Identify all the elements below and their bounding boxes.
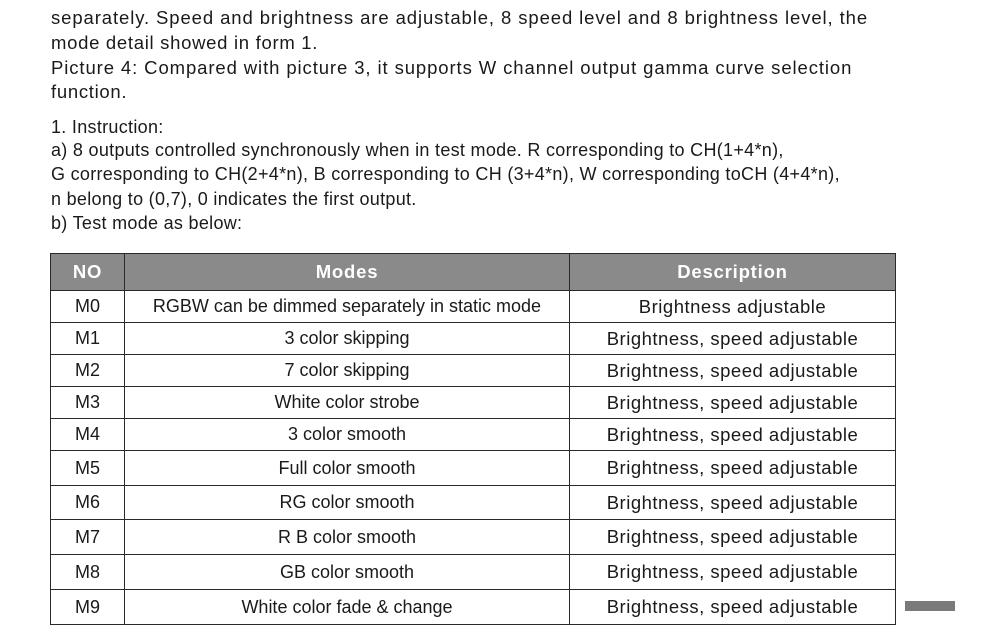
table-row	[51, 355, 896, 387]
table-row	[51, 590, 896, 625]
cell-description: Brightness, speed adjustable	[570, 486, 896, 520]
cell-mode: R B color smooth	[125, 520, 570, 555]
instruction-a-line3: n belong to (0,7), 0 indicates the first output.	[51, 189, 417, 209]
cell-description: Brightness, speed adjustable	[570, 323, 896, 355]
cell-mode: White color strobe	[125, 387, 570, 419]
table-row	[51, 291, 896, 323]
intro-line-top: separately. Speed and brightness are adjustable, 8 speed level and 8 brightness level, the	[51, 7, 869, 28]
cell-description: Brightness, speed adjustable	[570, 555, 896, 590]
table-row	[51, 486, 896, 520]
cell-no: M9	[51, 590, 125, 625]
table-row	[51, 520, 896, 555]
cell-no: M1	[51, 323, 125, 355]
instruction-a-line2: G corresponding to CH(2+4*n), B corresponding to CH (3+4*n), W corresponding toCH (4+4*n),	[51, 164, 840, 184]
cell-mode: 3 color skipping	[125, 323, 570, 355]
header-description: Description	[570, 254, 896, 291]
cell-description: Brightness adjustable	[570, 291, 896, 323]
cell-description: Brightness, speed adjustable	[570, 590, 896, 625]
table-row	[51, 419, 896, 451]
cell-description: Brightness, speed adjustable	[570, 451, 896, 486]
cell-mode: 7 color skipping	[125, 355, 570, 387]
cell-description: Brightness, speed adjustable	[570, 387, 896, 419]
header-modes: Modes	[125, 254, 570, 291]
cell-no: M5	[51, 451, 125, 486]
cell-no: M8	[51, 555, 125, 590]
instruction-heading: 1. Instruction:	[51, 117, 164, 137]
cell-no: M2	[51, 355, 125, 387]
table-row	[51, 323, 896, 355]
cell-no: M4	[51, 419, 125, 451]
picture4-line2: function.	[51, 81, 128, 102]
table-row	[51, 451, 896, 486]
instruction-b-line: b) Test mode as below:	[51, 213, 243, 233]
test-mode-table	[50, 253, 896, 625]
cell-description: Brightness, speed adjustable	[570, 419, 896, 451]
intro-line-mode: mode detail showed in form 1.	[51, 32, 319, 53]
corner-decoration-bar	[905, 601, 955, 611]
cell-mode: White color fade & change	[125, 590, 570, 625]
cell-no: M0	[51, 291, 125, 323]
cell-mode: Full color smooth	[125, 451, 570, 486]
table-row	[51, 555, 896, 590]
header-no: NO	[51, 254, 125, 291]
cell-mode: RG color smooth	[125, 486, 570, 520]
instruction-a-line1: a) 8 outputs controlled synchronously when in test mode. R corresponding to CH(1+4*n),	[51, 140, 784, 160]
cell-description: Brightness, speed adjustable	[570, 520, 896, 555]
cell-no: M3	[51, 387, 125, 419]
cell-no: M7	[51, 520, 125, 555]
cell-mode: GB color smooth	[125, 555, 570, 590]
cell-no: M6	[51, 486, 125, 520]
picture4-line1: Picture 4: Compared with picture 3, it supports W channel output gamma curve selection	[51, 57, 853, 78]
table-row	[51, 387, 896, 419]
table-header-row	[51, 254, 896, 291]
cell-mode: 3 color smooth	[125, 419, 570, 451]
cell-description: Brightness, speed adjustable	[570, 355, 896, 387]
cell-mode: RGBW can be dimmed separately in static mode	[125, 291, 570, 323]
